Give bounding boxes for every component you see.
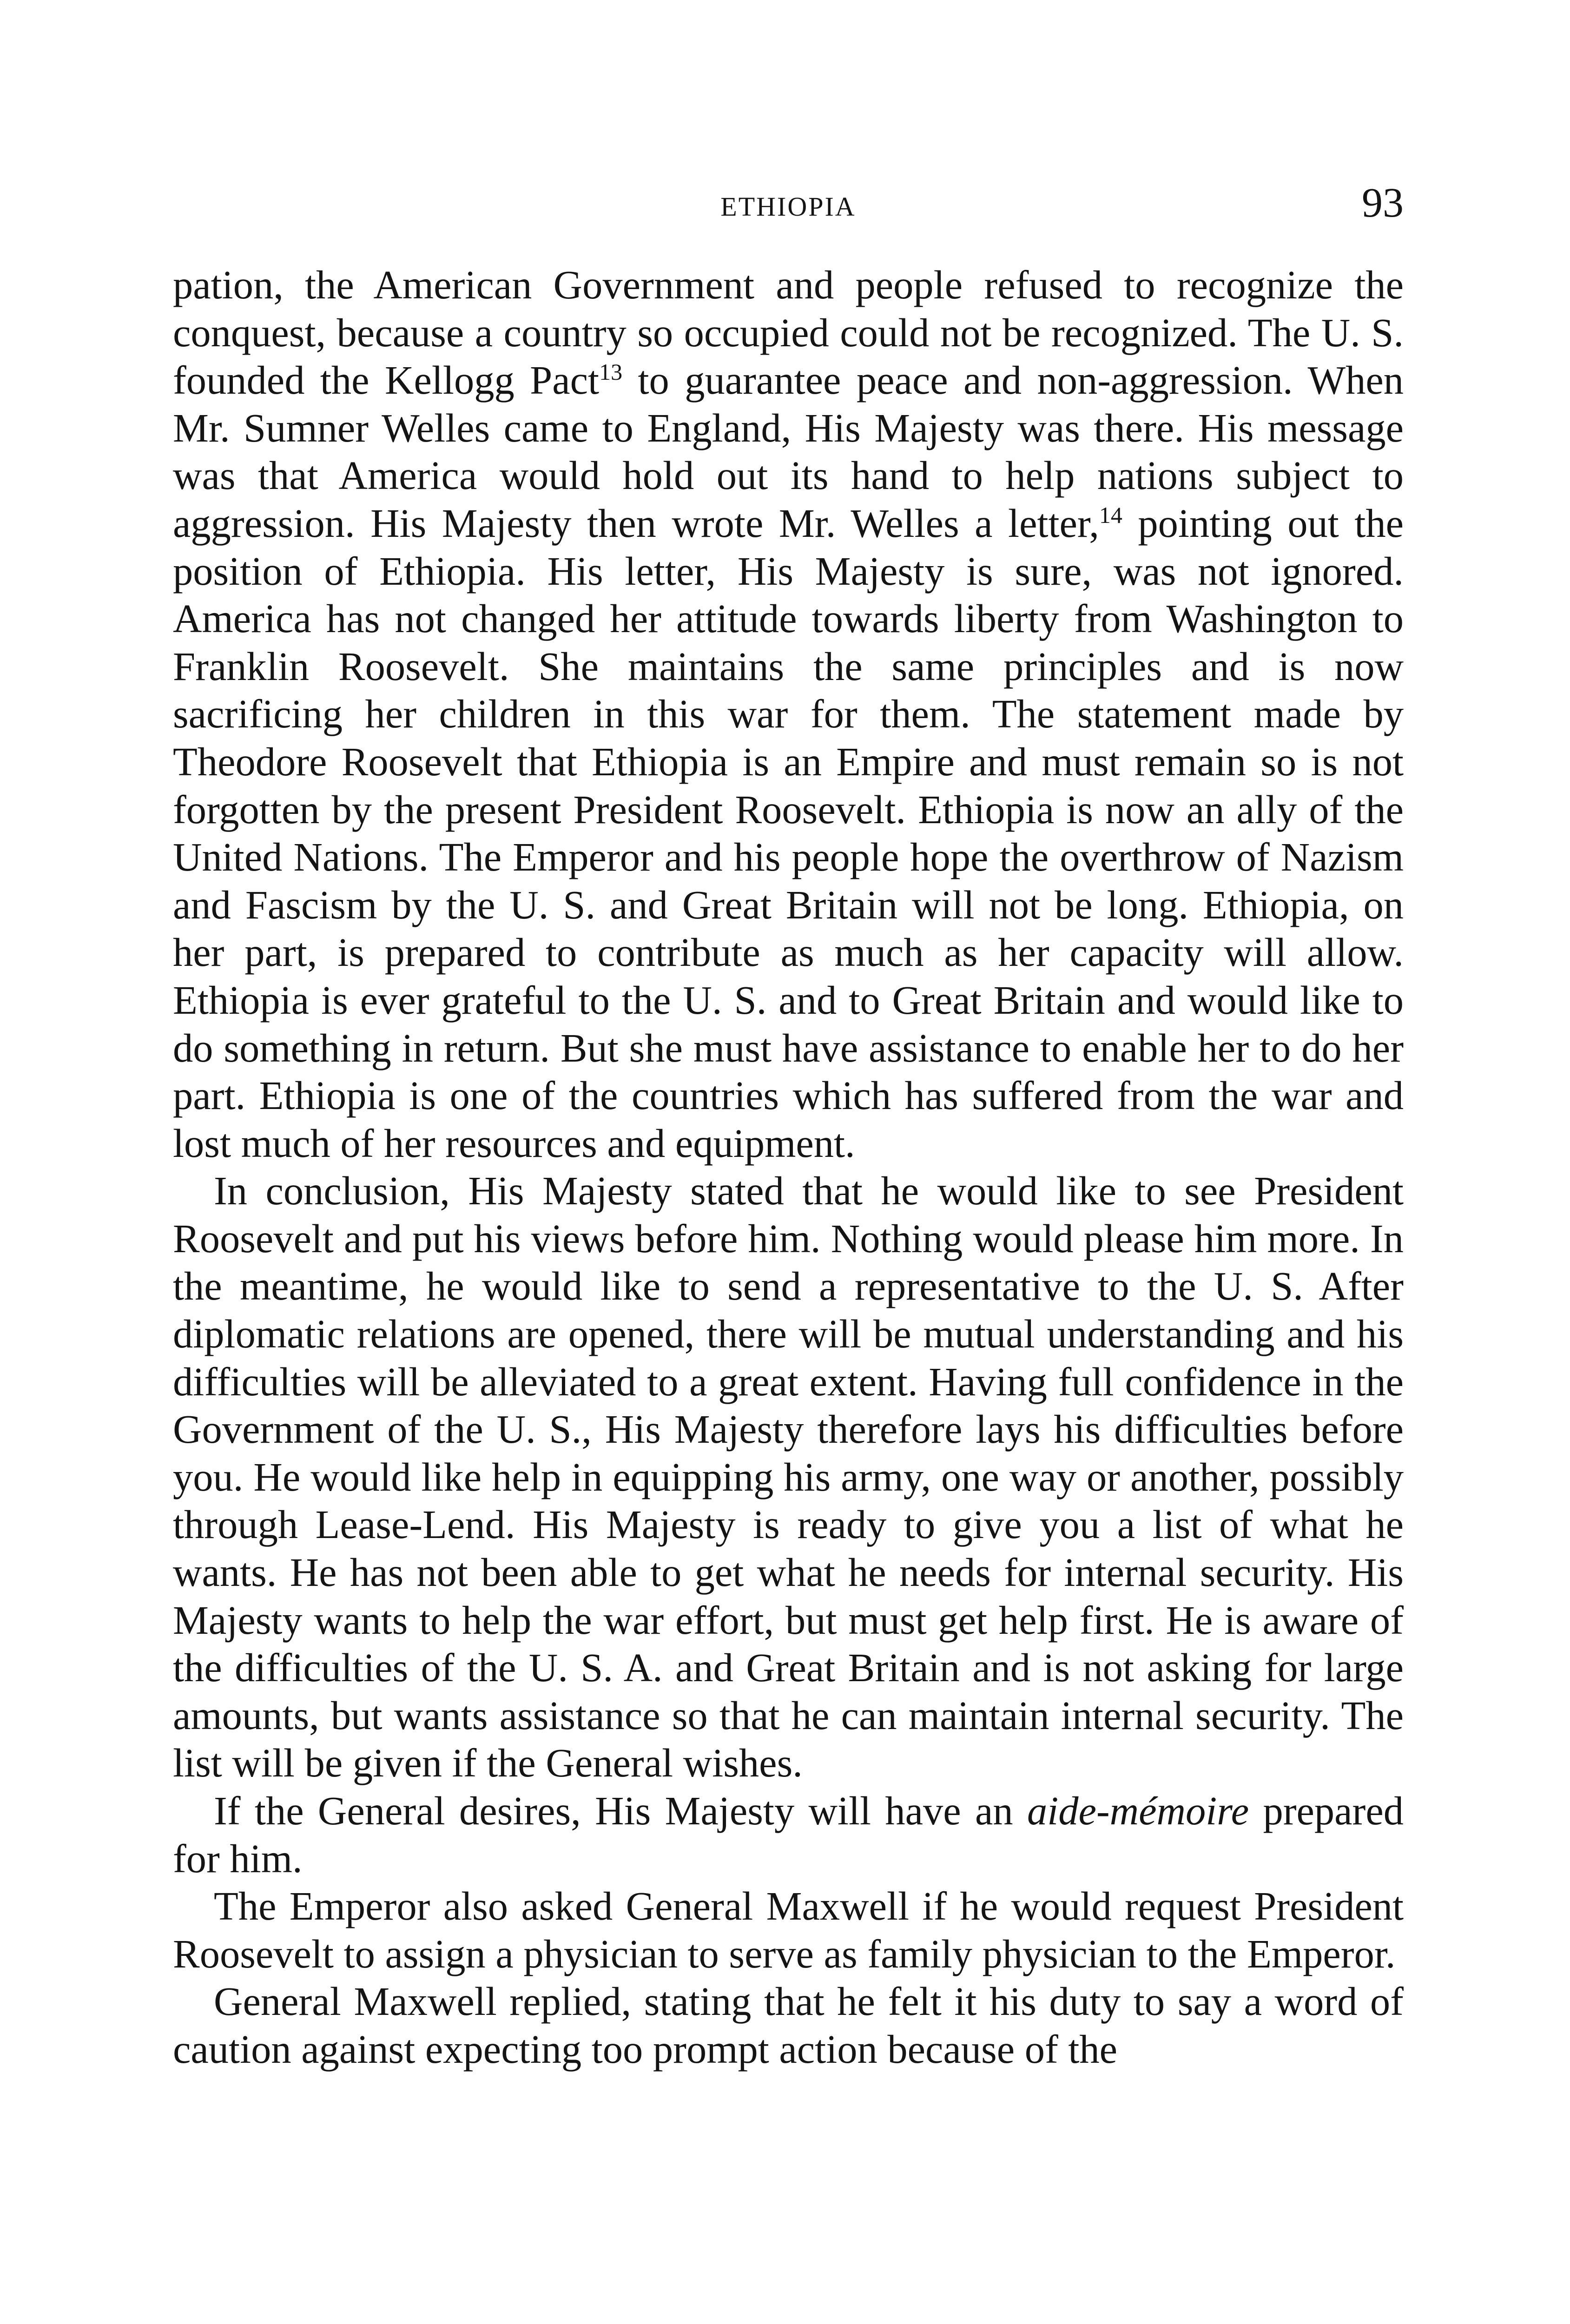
paragraph-maxwell-reply: General Maxwell replied, stating that he felt it his duty to say a word of caution against expecting too prompt action because of the (173, 1979, 1404, 2072)
paragraph-continuation (173, 261, 1404, 1167)
body-text (173, 261, 1404, 2073)
paragraph-text: pointing out the position of Ethiopia. His letter, His Majesty is sure, was not ignored. America has not changed her attitude towards liberty from Washington to Franklin Roosevelt. She maintains the same principles and is now sacrificing her children in this war for them. The statement made by Theodore Roosevelt that Ethiopia is an Empire and must remain so is not forgotten by the present President Roosevelt. Ethiopia is now an ally of the United Nations. The Emperor and his people hope the overthrow of Nazism and Fascism by the U. S. and Great Britain will not be long. Ethiopia, on her part, is prepared to contribute as much as her capacity will allow. Ethiopia is ever grateful to the U. S. and to Great Britain and would like to do something in return. But she must have assistance to enable her to do her part. Ethiopia is one of the countries which has suffered from the war and lost much of her resources and equipment. (173, 501, 1404, 1166)
page-number: 93 (1362, 180, 1404, 226)
paragraph-aide-memoire (173, 1787, 1404, 1882)
paragraph-conclusion: In conclusion, His Majesty stated that he would like to see President Roosevelt and put his views before him. Nothing would please him more. In the meantime, he would like to send a representative to the U. S. After diplomatic relations are opened, there will be mutual understanding and his difficulties will be alleviated to a great extent. Having full confidence in the Government of the U. S., His Majesty therefore lays his difficulties before you. He would like help in equipping his army, one way or another, possibly through Lease-Lend. His Majesty is ready to give you a list of what he wants. He has not been able to get what he needs for internal security. His Majesty wants to help the war effort, but must get help first. He is aware of the difficulties of the U. S. A. and Great Britain and is not asking for large amounts, but wants assistance so that he can maintain internal security. The list will be given if the General wishes. (173, 1169, 1404, 1786)
footnote-ref-13: 13 (599, 359, 623, 385)
running-head (173, 179, 1404, 235)
paragraph-text: pation, the American Government and people refused to recognize the conquest, because a country so occupied could not be recognized. The U. S. founded the Kellogg Pact (173, 263, 1404, 403)
paragraph-text: If the General desires, His Majesty will have an (214, 1789, 1027, 1833)
paragraph-text: prepared for him. (173, 1789, 1404, 1881)
paragraph-physician-request: The Emperor also asked General Maxwell if he would request President Roosevelt to assign a physician to serve as family physician to the Emperor. (173, 1884, 1404, 1976)
running-title: ETHIOPIA (720, 191, 856, 222)
italic-term: aide-mémoire (1027, 1789, 1249, 1833)
footnote-ref-14: 14 (1099, 502, 1122, 528)
paragraph-text: to guarantee peace and non-aggression. When Mr. Sumner Welles came to England, His Majesty was there. His message was that America would hold out its hand to help nations subject to aggression. His Majesty then wrote Mr. Welles a letter, (173, 358, 1404, 546)
